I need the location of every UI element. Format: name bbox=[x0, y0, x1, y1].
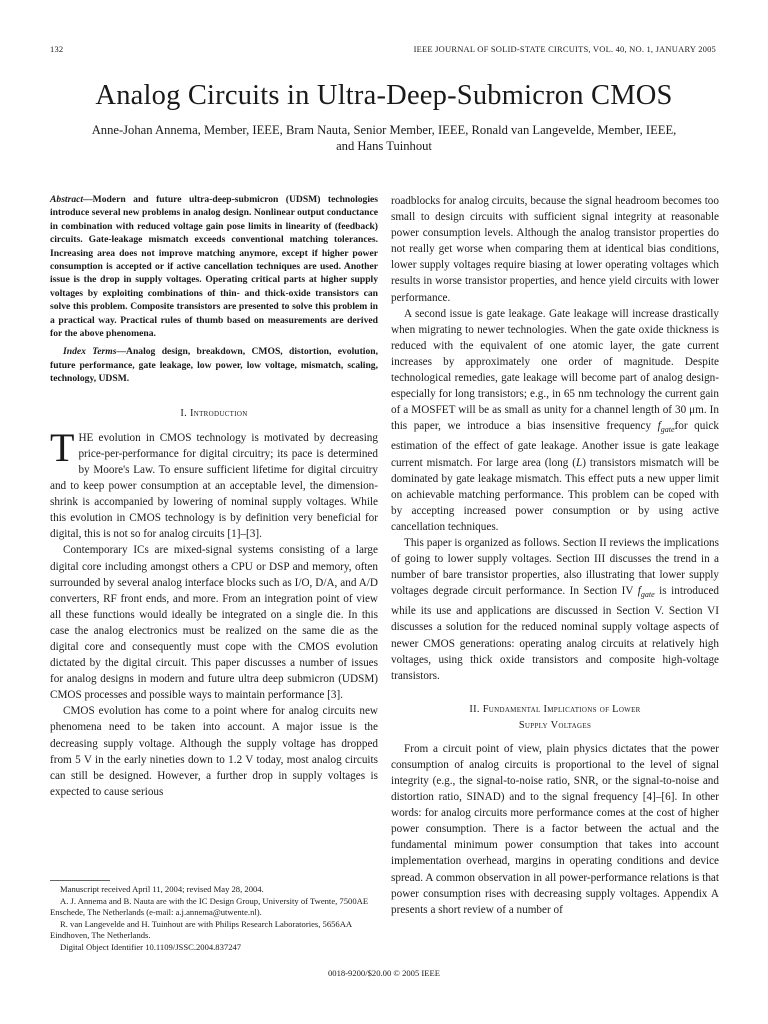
authors-line-1: Anne-Johan Annema, Member, IEEE, Bram Nauta, Senior Member, IEEE, Ronald van Langevelde, Member, IEEE, bbox=[91, 123, 677, 137]
footnote-affiliation-2: R. van Langevelde and H. Tuinhout are with Philips Research Laboratories, 5656AA Eindhoven, The Netherlands. bbox=[50, 918, 352, 941]
copyright-footer: 0018-9200/$20.00 © 2005 IEEE bbox=[327, 968, 441, 978]
abstract-text: —Modern and future ultra-deep-submicron (UDSM) technologies introduce several new problems in analog design. Nonlinear output conductance in combination with reduced voltage gain pose limits in linearity of (feedback) circuits. Gate-leakage mismatch exceeds conventional matching tolerances. Increasing area does not improve matching anymore, except if higher power consumption is accepted or if active cancellation techniques are used. Another issue is the drop in supply voltages. Operating critical parts at higher supply voltages by exploiting combinations of thin- and thick-oxide transistors can solve this problem. Composite transistors are presented to solve this problem in a practical way. Practical rules of thumb based on measurements are derived for the above phenomena. bbox=[50, 194, 378, 340]
authors bbox=[40, 122, 728, 154]
intro-paragraph-2: Contemporary ICs are mixed-signal systems consisting of a large digital core including amongst others a CPU or DSP and memory, often surrounded by several analog interface blocks such as I/O, D/A, and A/D converters, RF front ends, and more. From an integration point of view all these functions would ideally be integrated on a single die. In this case the analog electronics must be realized on the same die as the digital core and consequently must cope with the CMOS evolution dictated by the digital circuit. This paper discusses a number of issues for analog designs in modern and future ultra deep submicron (UDSM) CMOS processes and possible ways to maintain performance [3]. bbox=[50, 544, 378, 702]
index-terms-text: —Analog design, breakdown, CMOS, distortion, evolution, future performance, gate leakage, low power, low voltage, mismatch, scaling, technology, UDSM. bbox=[50, 346, 378, 385]
section-2-title-line-1: Fundamental Implications of Lower bbox=[482, 703, 641, 715]
intro-paragraph-5a: A second issue is gate leakage. Gate leakage will increase drastically when migrating to newer technologies. When the gate oxide thickness is reduced with the equivalent of one atomic layer, the gate current increases by approximately one order of magnitude. Despite technological remedies, gate leakage will become part of analog design-especially for long transistors; e.g., in 65 nm technology the current gain of a MOSFET will be as small as unity for a channel length of 30 μm. In this paper, we introduce a bias insensitive frequency bbox=[391, 307, 719, 433]
intro-paragraph-6a: This paper is organized as follows. Section II reviews the implications of going to lower supply voltages. Section III discusses the trend in a number of bare transistor properties, also illustrating that lower supply voltages degrade circuit performance. In Section IV bbox=[391, 536, 719, 598]
footnotes bbox=[50, 884, 378, 954]
abstract-label: Abstract bbox=[50, 194, 84, 205]
intro-paragraph-3: CMOS evolution has come to a point where for analog circuits new phenomena need to be taken into account. A major issue is the decreasing supply voltage. Although the supply voltage has dropped from 5 V in the early nineties down to 1.2 V today, most analog circuits can still be designed. However, a further drop in supply voltages is expected to cause serious bbox=[50, 705, 378, 798]
intro-paragraph-5b: for quick estimation of the effect of gate leakage. Another issue is gate leakage current mismatch. For large area (long bbox=[391, 420, 720, 469]
section-2-paragraph-1: From a circuit point of view, plain physics dictates that the power consumption of analog circuits is proportional to the level of signal integrity (e.g., the signal-to-noise ratio, SNR, or the signal-to-noise and distortion ratio, SINAD) and to the signal frequency [4]–[6]. In other words: for analog circuits more performance comes at the cost of higher power consumption. There is a factor between the actual and the fundamental minimum power consumption that takes into account implementation overhead, margins in operating conditions and device spread. A common observation in all power-performance relations is that power consumption rises with decreasing supply voltages. Appendix A presents a short review of a number of bbox=[391, 742, 719, 916]
section-2-heading bbox=[391, 702, 719, 734]
journal-header: IEEE JOURNAL OF SOLID-STATE CIRCUITS, VOL. 40, NO. 1, JANUARY 2005 bbox=[413, 44, 716, 54]
footnote-rule bbox=[50, 880, 110, 881]
authors-line-2: and Hans Tuinhout bbox=[336, 139, 432, 153]
footnote-affiliation-1: A. J. Annema and B. Nauta are with the IC Design Group, University of Twente, 7500AE Enschede, The Netherlands (e-mail: a.j.annema@utwente.nl). bbox=[50, 895, 369, 918]
drop-cap: T bbox=[50, 424, 75, 470]
intro-paragraph-6b: is introduced while its use and applications are discussed in Section V. Section VI discusses a solution for the reduced nominal supply voltage aspects of newer CMOS generations: operating analog circuits at relatively high voltages, using thick oxide transistors and composite high-voltage transistors. bbox=[391, 585, 720, 682]
intro-paragraph-5: A second issue is gate leakage. Gate leakage will increase drastically when migrating to newer technologies. When the gate oxide thickness is reduced with the equivalent of one atomic layer, the gate current increases by approximately one order of magnitude. Despite technological remedies, gate leakage will become part of analog design-especially for long transistors; e.g., in 65 nm technology the current gain of a MOSFET will be as small as unity for a channel length of 30 μm. In this paper, we introduce a bias insensitive frequency $f_{gate}for$ quick estimation of the effect of gate leakage. Another issue is gate leakage current mismatch. For large area (long (L) transistors mismatch will be dominated by gate leakage mismatch. This effect puts a new upper limit on achievable matching performance. This problem can be coped with by accepting increased power consumption or by using active cancellation techniques. bbox=[391, 307, 720, 533]
intro-paragraph-6 bbox=[391, 535, 719, 684]
intro-paragraph-4: roadblocks for analog circuits, because the signal headroom becomes too small to design circuits with sufficient signal integrity at reasonable power consumption levels. Although the analog transistor properties do not really get worse when comparing them at identical bias conditions, lower supply voltages require biasing at lower operating voltages which results in worse transistor properties, and hence yield circuits with lower performance. bbox=[391, 195, 719, 304]
intro-paragraph-5c: ) transistors mismatch will be dominated by gate leakage mismatch. This effect puts a new upper limit on achievable matching performance. This problem can be coped with by accepting increased power consumption or by using active cancellation techniques. bbox=[391, 456, 719, 533]
length-symbol: L bbox=[576, 456, 583, 469]
section-1-numeral: I. bbox=[180, 407, 188, 419]
intro-paragraph-1 bbox=[50, 424, 378, 543]
intro-paragraph-1-text: HE evolution in CMOS technology is motivated by decreasing price-per-performance for digital circuitry; its pace is determined by Moore's Law. To ensure sufficient lifetime for digital circuitry and to keep power consumption at an acceptable level, the dimension-shrink is accompanied by lowering of nominal supply voltages. While this evolution in CMOS technology is by definition very beneficial for digital, this is not so for analog circuits [1]–[3]. bbox=[50, 431, 378, 541]
fgate-symbol: $f_{gate}$ bbox=[657, 420, 675, 435]
section-1-title: Introduction bbox=[189, 407, 248, 419]
footnote-received: Manuscript received April 11, 2004; revised May 28, 2004. bbox=[60, 884, 264, 894]
paper-title: Analog Circuits in Ultra-Deep-Submicron CMOS bbox=[95, 80, 673, 111]
fgate-symbol-2: $f_{gate}$ bbox=[637, 585, 655, 600]
right-column bbox=[391, 193, 719, 918]
index-terms-label: Index Terms bbox=[63, 346, 117, 358]
index-terms bbox=[50, 345, 378, 385]
section-2-title-line-2: Supply Voltages bbox=[518, 719, 592, 731]
section-2-numeral: II. bbox=[469, 703, 480, 715]
page-number: 132 bbox=[50, 44, 64, 54]
section-1-heading bbox=[50, 406, 378, 422]
left-column bbox=[50, 193, 378, 800]
abstract bbox=[50, 193, 378, 340]
footnote-doi: Digital Object Identifier 10.1109/JSSC.2004.837247 bbox=[60, 941, 242, 952]
